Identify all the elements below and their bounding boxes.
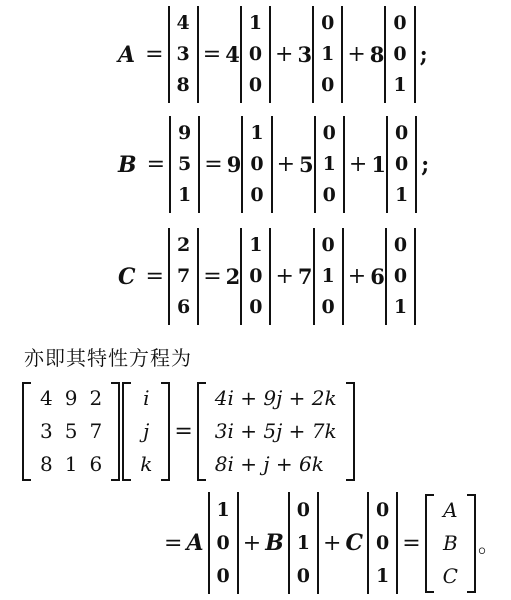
eq-c-column-vector: 2 7 6: [168, 228, 199, 325]
eq-b-label: B: [118, 151, 137, 178]
eq-b-column-vector: 9 5 1: [169, 116, 200, 213]
final-equation: = A 1 0 0 + B 0 1 0 + C 0 0 1 = A B C 。: [160, 492, 500, 594]
unknown-vector: i j k: [122, 382, 170, 481]
result-vector: 4i + 9j + 2k 3i + 5j + 7k 8i + j + 6k: [197, 382, 355, 481]
equation-c: C = 2 7 6 = 2 1 0 0 + 7 0 1 0 + 6 0 0 1: [118, 228, 416, 325]
final-result-vector: A B C: [425, 494, 476, 593]
eq-b-basis-1: 1 0 0: [241, 116, 272, 213]
eq-c-basis-1: 1 0 0: [240, 228, 271, 325]
eq-a-basis-1: 1 0 0: [240, 6, 271, 103]
eq-c-basis-2: 0 1 0: [313, 228, 344, 325]
eq-a-column-vector: 4 3 8: [168, 6, 199, 103]
eq-b-basis-2: 0 1 0: [314, 116, 345, 213]
matrix-equation: 4 3 8 9 5 1 2 7 6 i j k = 4i + 9j + 2k 3i + 5j + 7k 8i + j + 6k: [22, 382, 355, 481]
intro-text: 亦即其特性方程为: [24, 346, 192, 370]
equation-b: B = 9 5 1 = 9 1 0 0 + 5 0 1 0 + 1 0 0 1 ;: [118, 116, 429, 213]
eq-b-basis-3: 0 0 1: [386, 116, 417, 213]
final-basis-3: 0 0 1: [367, 492, 398, 594]
eq-a-basis-3: 0 0 1: [384, 6, 415, 103]
equation-a: A = 4 3 8 = 4 1 0 0 + 3 0 1 0 + 8 0 0 1 ;: [118, 6, 428, 103]
eq-c-label: C: [118, 263, 136, 290]
final-basis-2: 0 1 0: [288, 492, 319, 594]
eq-a-label: A: [118, 41, 136, 68]
eq-a-basis-2: 0 1 0: [312, 6, 343, 103]
coefficient-matrix: 4 3 8 9 5 1 2 7 6: [22, 382, 120, 481]
eq-c-basis-3: 0 0 1: [385, 228, 416, 325]
final-basis-1: 1 0 0: [208, 492, 239, 594]
